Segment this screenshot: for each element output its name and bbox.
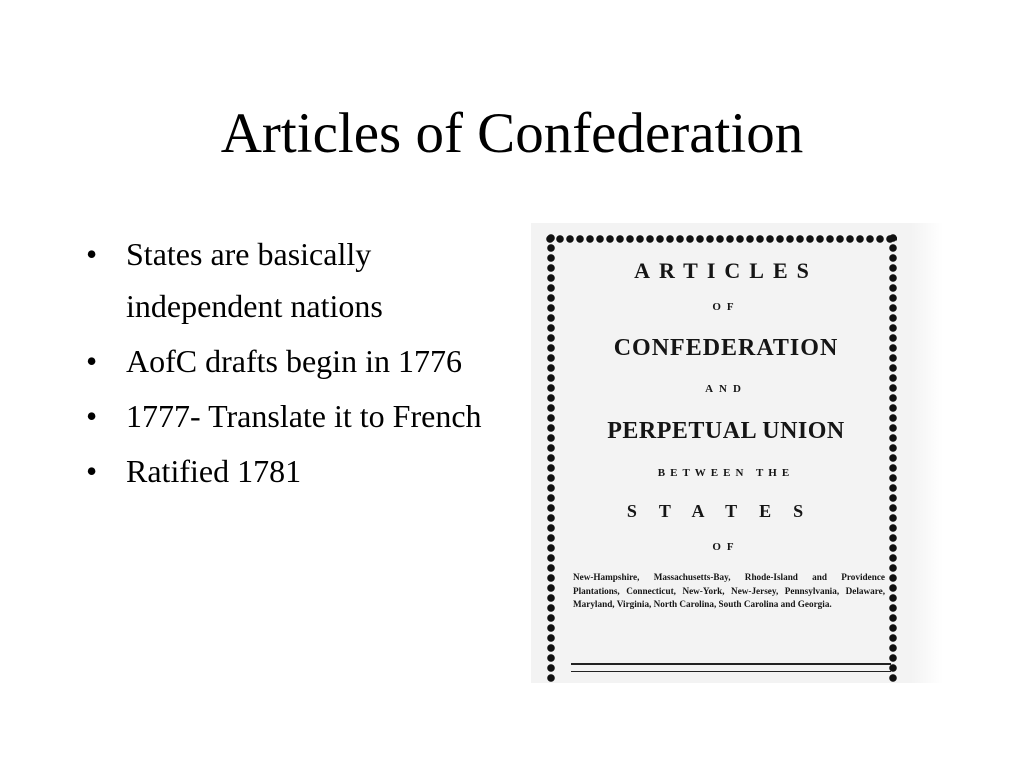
image-edge — [911, 223, 943, 683]
ornamental-border-top — [545, 233, 897, 245]
slide-title: Articles of Confederation — [220, 102, 804, 165]
bullet-text: 1777- Translate it to French — [126, 398, 482, 434]
bullet-icon: • — [86, 236, 98, 272]
rule-line — [571, 671, 891, 672]
document-states-list: New-Hampshire, Massachusetts-Bay, Rhode-Island and Providence Plantations, Connecticut, New-York, New-Jersey, Pennsylvania, Delaware, Maryland, Virginia, North Carolina, South Carolina and Georgia. — [573, 572, 885, 609]
bullet-text: States are basically independent nations — [126, 236, 383, 324]
bullet-icon: • — [86, 453, 98, 489]
bullet-item — [86, 335, 486, 387]
document-text-and: AND — [705, 383, 747, 395]
rule-line — [571, 663, 891, 665]
bullet-icon: • — [86, 343, 98, 379]
bullet-icon: • — [86, 398, 98, 434]
bullet-item — [86, 228, 486, 332]
document-text-of: OF — [712, 301, 740, 313]
document-heading-states: STATES — [626, 501, 826, 521]
bullet-text: AofC drafts begin in 1776 — [126, 343, 462, 379]
document-heading-articles: ARTICLES — [634, 258, 818, 283]
bullet-list — [86, 228, 486, 500]
document-text-between: BETWEEN THE — [657, 467, 795, 479]
ornamental-border-left — [545, 233, 557, 683]
document-text-of: OF — [712, 541, 740, 553]
bullet-item — [86, 445, 486, 497]
document-heading-perpetual-union: PERPETUAL UNION — [607, 418, 845, 444]
document-heading-confederation: CONFEDERATION — [613, 335, 839, 361]
bullet-text: Ratified 1781 — [126, 453, 302, 489]
document-image — [531, 223, 943, 683]
bullet-item — [86, 390, 486, 442]
